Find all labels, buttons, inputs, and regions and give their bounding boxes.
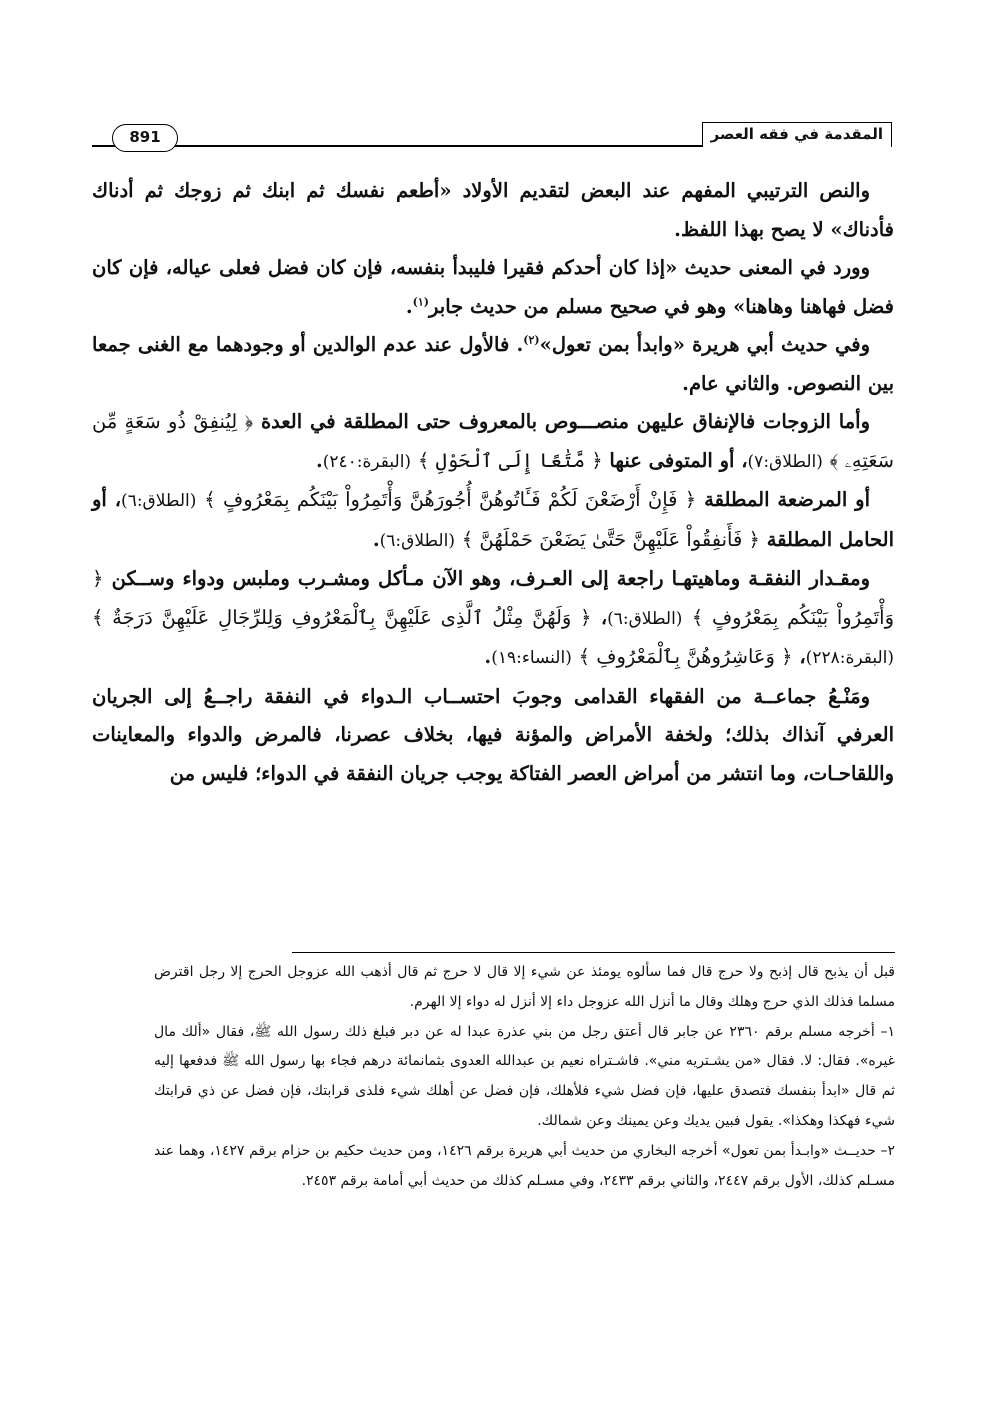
paragraph-7: ومَنْـعُ جماعــة من الفقهاء القدامى وجوبَ احتســاب الـدواء في النفقة راجــعُ إلى الجريان العرفي آنذاك بذلك؛ ولخفة الأمراض والمؤنة فيها، بخلاف عصرنا، فالمرض والدواء والمعاينات واللقاحـات، وما انتشر من أمراض العصر الفتاكة يوجب جريان النفقة في الدواء؛ فليس من: [92, 684, 894, 785]
footnote-ref-2[interactable]: (٢): [523, 333, 540, 347]
footnote-1: ١– أخرجه مسلم برقم ٢٣٦٠ عن جابر قال أعتق رجل من بني عذرة عبدا له عن دبر فبلغ ذلك رسول الله ﷺ، فقال «ألك مال غيره». فقال: لا. فقال «من يشـتريه مني». فاشـتراه نعيم بن عبدالله العدوى بثمانمائة درهم فجاء بها رسول الله ﷺ فدفعها إليه ثم قال «ابدأ بنفسك فتصدق عليها، فإن فضل شيء فلأهلك، فإن فضل عن أهلك شيء فلذى قرابتك، فإن فضل عن ذي قرابتك شيء فهكذا وهكذا». يقول فبين يديك وعن يمينك وعن شمالك.: [154, 1023, 895, 1129]
verse-reference: (الطلاق:٦): [379, 530, 455, 551]
verse-reference: (النساء:١٩): [491, 648, 572, 668]
book-title: المقدمة في فقه العصر: [702, 122, 892, 147]
paragraph-5-text-b: ، أو الحامل المطلقة: [92, 488, 894, 551]
footnote-continuation: قبل أن يذبح قال إذبح ولا حرج قال فما سألوه يومئذ عن شيء إلا قال لا حرج ثم قال أذهب الله عزوجل الحرج إلا رجل اقترض مسلما فذلك الذي حرج وهلك وقال ما أنزل الله عزوجل داء إلا أنزل له دواء إلا الهرم.: [154, 964, 895, 1010]
paragraph-6-text-b: ،: [591, 605, 608, 629]
paragraph-3: [92, 326, 894, 403]
quran-verse: ﴿ فَإِنْ أَرْضَعْنَ لَكُمْ فَـَٔاتُوهُنَّ أُجُورَهُنَّ وَأْتَمِرُواْ بَيْنَكُم بِمَعْرُوفٍ ﴾: [204, 488, 697, 511]
paragraph-6-text-a: ومقـدار النفقـة وماهيتهـا راجعة إلى العـرف، وهو الآن مـأكل ومشـرب وملبس ودواء وســكن: [111, 567, 870, 590]
footnote-2: ٢– حديــث «وابـدأ بمن تعول» أخرجه البخاري من حديث أبي هريرة برقم ١٤٢٦، ومن حديث حكيم بن حزام برقم ١٤٢٧، وهما عند مسـلم كذلك، الأول برقم ٢٤٤٧، والثاني برقم ٢٤٣٣، وفي مسـلم كذلك من حديث أبي أمامة برقم ٢٤٥٣.: [154, 1142, 895, 1189]
footnote-separator: [292, 952, 895, 953]
quran-verse: ﴿ لِيُنفِقْ ذُو سَعَةٍ مِّن سَعَتِهِۦ ﴾: [92, 410, 894, 472]
verse-reference: (الطلاق:٦): [121, 491, 197, 511]
verse-reference: (البقرة:٢٤٠): [322, 451, 412, 472]
paragraph-5-text-c: .: [372, 527, 380, 551]
paragraph-5-text-a: أو المرضعة المطلقة: [704, 488, 870, 511]
page-header: [92, 118, 892, 158]
quran-verse: ﴿ وَأْتَمِرُواْ بَيْنَكُم بِمَعْرُوفٍ ﴾: [92, 567, 894, 629]
paragraph-1: والنص الترتيبي المفهم عند البعض لتقديم الأولاد «أطعم نفسك ثم ابنك ثم زوجك ثم أدناك فأدناك» لا يصح بهذا اللفظ.: [92, 179, 894, 241]
paragraph-4-text-c: .: [315, 448, 323, 472]
quran-verse: ﴿ فَأَنفِقُواْ عَلَيْهِنَّ حَتَّىٰ يَضَعْنَ حَمْلَهُنَّ ﴾: [461, 527, 760, 551]
footnote-ref-1[interactable]: (١): [412, 295, 430, 308]
verse-reference: (الطلاق:٧): [747, 451, 823, 472]
paragraph-4-text-a: وأما الزوجات فالإنفاق عليهن منصـــوص بالمعروف حتى المطلقة في العدة: [260, 410, 870, 433]
main-text: [92, 172, 894, 793]
paragraph-6: [92, 560, 894, 678]
paragraph-6-text-d: .: [484, 645, 492, 668]
verse-reference: (الطلاق:٦): [607, 608, 683, 629]
paragraph-3-text-a: وفي حديث أبي هريرة «وابدأ بمن تعول»: [539, 333, 870, 356]
paragraph-4: [92, 403, 894, 481]
quran-verse: ﴿ وَلَهُنَّ مِثْلُ ٱلَّذِى عَلَيْهِنَّ بِٱلْمَعْرُوفِ وَلِلرِّجَالِ عَلَيْهِنَّ دَرَجَةٌ ﴾: [92, 605, 592, 629]
verse-reference: (البقرة:٢٢٨): [805, 648, 894, 668]
page-number-badge: 891: [112, 124, 178, 152]
quran-verse: ﴿ مَّتَٰعًا إِلَى ٱلْحَوْلِ ﴾: [417, 448, 603, 472]
footnotes: [154, 958, 895, 1196]
paragraph-2: وورد في المعنى حديث «إذا كان أحدكم فقيرا فليبدأ بنفسه، فإن كان فضل فعلى عياله، فإن كان فضل فهاهنا وهاهنا» وهو في صحيح مسلم من حديث جابر$^{(١)}$.: [92, 256, 894, 318]
paragraph-6-text-c: ،: [792, 645, 806, 668]
paragraph-2-text: وورد في المعنى حديث «إذا كان أحدكم فقيرا فليبدأ بنفسه، فإن كان فضل فعلى عياله، فإن كان فضل فهاهنا وهاهنا» وهو في صحيح مسلم من حديث جابر: [92, 256, 894, 318]
paragraph-4-text-b: ، أو المتوفى عنها: [609, 448, 748, 472]
paragraph-3-text-b: . فالأول عند عدم الوالدين أو وجودهما مع الغنى جمعا بين النصوص. والثاني عام.: [92, 333, 894, 395]
quran-verse: ﴿ وَعَاشِرُوهُنَّ بِٱلْمَعْرُوفِ ﴾: [578, 645, 793, 668]
paragraph-5: [92, 481, 894, 560]
